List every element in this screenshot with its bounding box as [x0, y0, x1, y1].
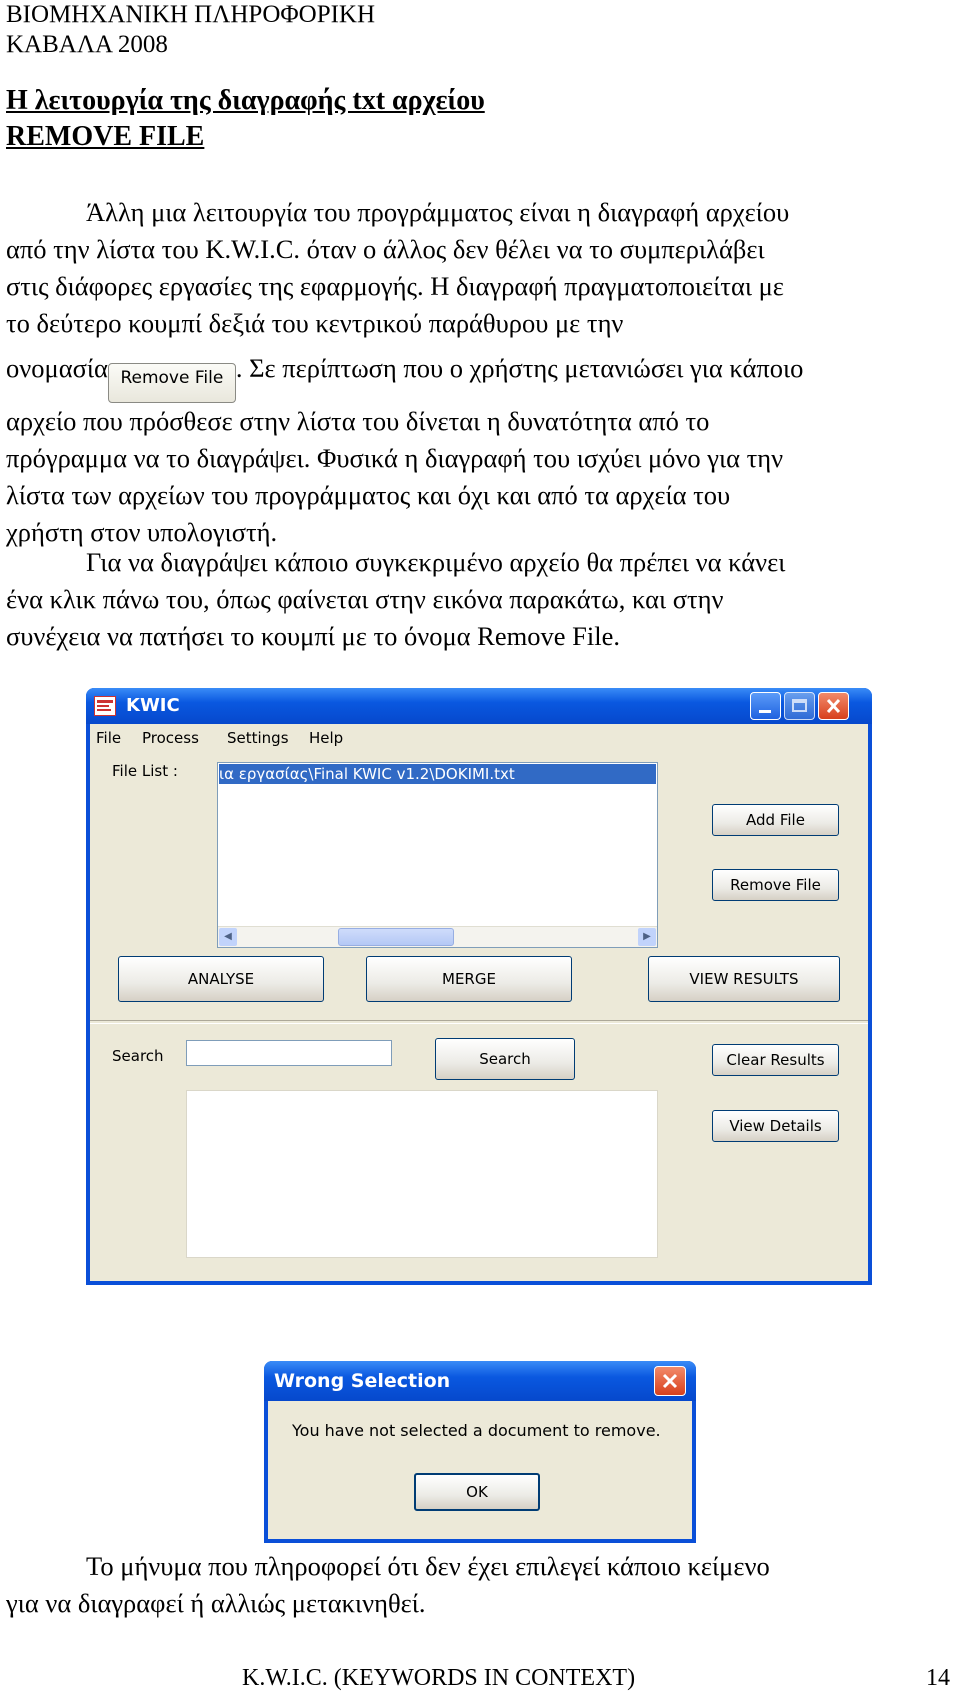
- footer-text: K.W.I.C. (KEYWORDS IN CONTEXT): [242, 1665, 636, 1691]
- paragraph-line: το δεύτερο κουμπί δεξιά του κεντρικού παράθυρου με την: [6, 308, 624, 338]
- paragraph-line: συνέχεια να πατήσει το κουμπί με το όνομα Remove File.: [6, 621, 620, 651]
- file-list-label: File List :: [112, 762, 178, 780]
- page-number: 14: [926, 1665, 950, 1691]
- paragraph-1: [6, 194, 956, 551]
- results-box[interactable]: [186, 1090, 658, 1258]
- section-title: Η λειτουργία της διαγραφής txt αρχείου: [6, 85, 485, 116]
- paragraph-line: ένα κλικ πάνω του, όπως φαίνεται στην εικόνα παρακάτω, και στην: [6, 584, 724, 614]
- paragraph-line: από την λίστα του K.W.I.C. όταν ο άλλος δεν θέλει να το συμπεριλάβει: [6, 234, 765, 264]
- caption-line: [6, 1548, 956, 1585]
- add-file-button[interactable]: Add File: [712, 804, 839, 836]
- paragraph-line: αρχείο που πρόσθεσε στην λίστα του δίνεται η δυνατότητα από το: [6, 406, 710, 436]
- paragraph-2: [6, 544, 956, 655]
- analyse-button[interactable]: ANALYSE: [118, 956, 324, 1002]
- caption-line: για να διαγραφεί ή αλλιώς μετακινηθεί.: [6, 1588, 426, 1618]
- text: ονομασία: [6, 353, 108, 383]
- text: Άλλη μια λειτουργία του προγράμματος είναι η διαγραφή αρχείου: [86, 197, 790, 227]
- text: Για να διαγράψει κάποιο συγκεκριμένο αρχείο θα πρέπει να κάνει: [86, 547, 786, 577]
- view-details-button[interactable]: View Details: [712, 1110, 839, 1142]
- merge-button[interactable]: MERGE: [366, 956, 572, 1002]
- scroll-left-icon[interactable]: ◀: [219, 928, 237, 946]
- dialog-message: You have not selected a document to remove.: [292, 1421, 661, 1440]
- search-button[interactable]: Search: [435, 1038, 575, 1080]
- menu-settings[interactable]: Settings: [227, 729, 289, 747]
- kwic-window: [86, 688, 872, 1285]
- dialog-titlebar: [264, 1361, 696, 1401]
- remove-file-button[interactable]: Remove File: [712, 869, 839, 901]
- scroll-right-icon[interactable]: ▶: [638, 928, 656, 946]
- search-input[interactable]: [186, 1040, 392, 1066]
- divider: [90, 1020, 868, 1024]
- close-icon[interactable]: [818, 692, 849, 720]
- menu-process[interactable]: Process: [142, 729, 199, 747]
- scroll-thumb[interactable]: [338, 928, 454, 946]
- close-icon[interactable]: [654, 1366, 686, 1396]
- dialog-title: Wrong Selection: [274, 1370, 451, 1392]
- dialog-client: [268, 1401, 692, 1539]
- minimize-icon[interactable]: [750, 692, 781, 720]
- file-list[interactable]: [217, 762, 658, 948]
- search-label: Search: [112, 1047, 164, 1065]
- clear-results-button[interactable]: Clear Results: [712, 1044, 839, 1076]
- section-subtitle: REMOVE FILE: [6, 121, 205, 152]
- window-client: [90, 724, 868, 1281]
- menu-help[interactable]: Help: [309, 729, 344, 747]
- header-line-2: ΚΑΒΑΛΑ 2008: [6, 31, 168, 58]
- maximize-icon[interactable]: [784, 692, 815, 720]
- text: Το μήνυμα που πληροφορεί ότι δεν έχει επιλεγεί κάποιο κείμενο: [86, 1551, 770, 1581]
- ok-button[interactable]: OK: [414, 1473, 540, 1511]
- horizontal-scrollbar[interactable]: [218, 926, 657, 947]
- paragraph-line: [6, 350, 956, 403]
- header-line-1: ΒΙΟΜΗΧΑΝΙΚΗ ΠΛΗΡΟΦΟΡΙΚΗ: [6, 1, 376, 28]
- window-title: KWIC: [126, 695, 180, 716]
- app-icon: [94, 696, 116, 716]
- paragraph-line: πρόγραμμα να το διαγράψει. Φυσικά η διαγραφή του ισχύει μόνο για την: [6, 443, 784, 473]
- paragraph-line: λίστα των αρχείων του προγράμματος και όχι και από τα αρχεία του: [6, 480, 731, 510]
- wrong-selection-dialog: [264, 1361, 696, 1543]
- paragraph-line: στις διάφορες εργασίες της εφαρμογής. Η διαγραφή πραγματοποιείται με: [6, 271, 784, 301]
- menu-file[interactable]: File: [96, 729, 122, 747]
- paragraph-line: [6, 194, 956, 231]
- inline-remove-file-button: Remove File: [108, 363, 236, 403]
- view-results-button[interactable]: VIEW RESULTS: [648, 956, 840, 1002]
- text: . Σε περίπτωση που ο χρήστης μετανιώσει για κάποιο: [235, 353, 804, 383]
- caption: [6, 1548, 956, 1622]
- paragraph-line: [6, 544, 956, 581]
- window-titlebar: [86, 688, 872, 724]
- file-list-item[interactable]: ια εργασίας\Final KWIC v1.2\DOKIMI.txt: [219, 764, 656, 784]
- paragraph-line: χρήστη στον υπολογιστή.: [6, 517, 278, 547]
